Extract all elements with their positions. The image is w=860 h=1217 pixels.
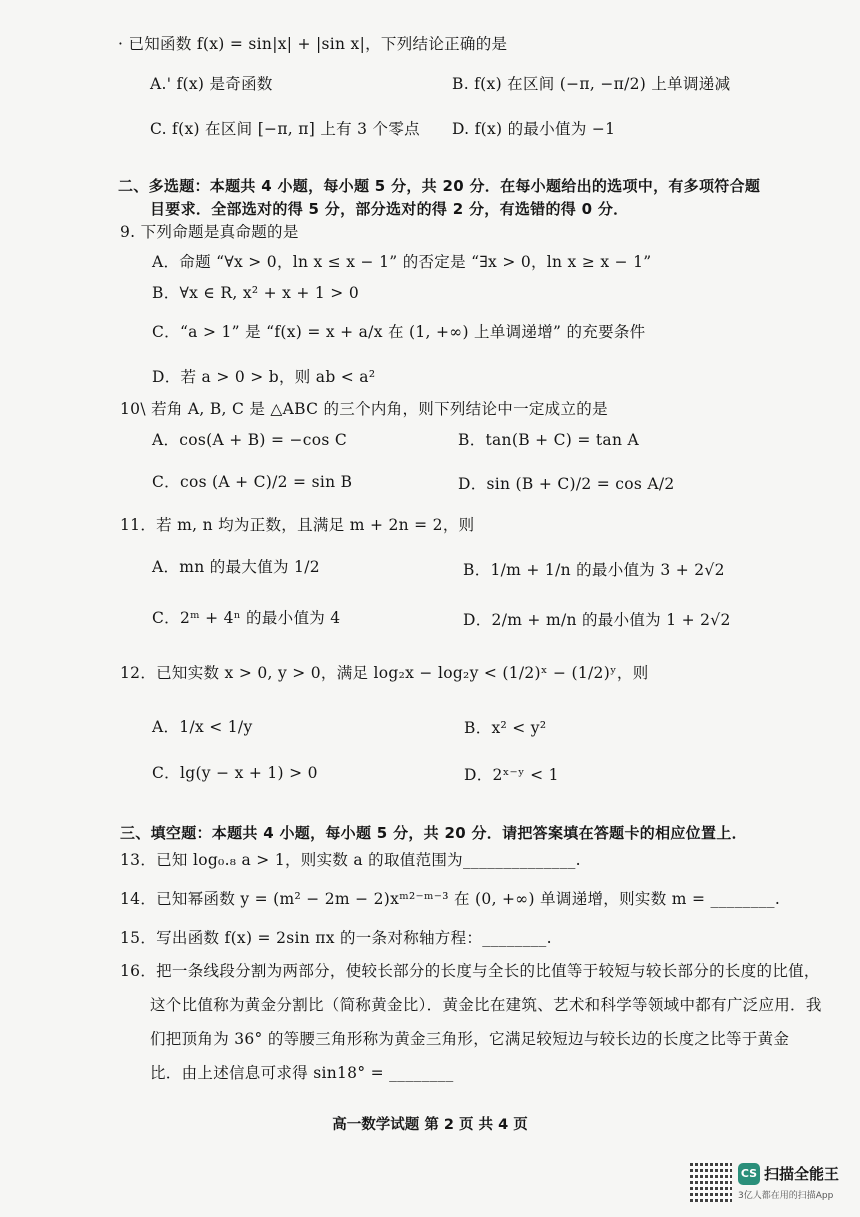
q11-option-b: B．1/m + 1/n 的最小值为 3 + 2√2 (463, 561, 725, 579)
q8-option-a: A.' f(x) 是奇函数 (150, 75, 273, 93)
section-2-heading-cont: 目要求．全部选对的得 5 分，部分选对的得 2 分，有选错的得 0 分． (150, 200, 629, 218)
q16-line-3: 们把顶角为 36° 的等腰三角形称为黄金三角形，它满足较短边与较长边的长度之比等于黄金 (150, 1030, 790, 1048)
watermark-brand: 扫描全能王 (764, 1165, 840, 1183)
qr-code-icon (690, 1160, 732, 1202)
q12-option-d: D．2ˣ⁻ʸ < 1 (464, 766, 559, 784)
q8-option-c: C. f(x) 在区间 [−π, π] 上有 3 个零点 (150, 120, 420, 138)
scanner-watermark (690, 1160, 850, 1206)
q9-option-c: C．“a > 1” 是 “f(x) = x + a/x 在 (1, +∞) 上单调递增” 的充要条件 (152, 323, 646, 341)
q11-option-d: D．2/m + m/n 的最小值为 1 + 2√2 (463, 611, 731, 629)
q13: 13．已知 log₀.₈ a > 1，则实数 a 的取值范围为______________. (120, 851, 581, 869)
section-2-heading: 二、多选题：本题共 4 小题，每小题 5 分，共 20 分．在每小题给出的选项中，有多项符合题 (118, 177, 761, 195)
section-3-heading: 三、填空题：本题共 4 小题，每小题 5 分，共 20 分．请把答案填在答题卡的相应位置上． (120, 824, 747, 842)
q10-option-a: A．cos(A + B) = −cos C (152, 431, 348, 449)
q16-line-1: 16．把一条线段分割为两部分，使较长部分的长度与全长的比值等于较短与较长部分的长度的比值， (120, 962, 820, 980)
q15: 15．写出函数 f(x) = 2sin πx 的一条对称轴方程：________. (120, 929, 552, 947)
q9-stem: 9. 下列命题是真命题的是 (120, 223, 299, 241)
q16-line-2: 这个比值称为黄金分割比（简称黄金比）．黄金比在建筑、艺术和科学等领域中都有广泛应用．我 (150, 996, 822, 1014)
q9-option-d: D．若 a > 0 > b，则 ab < a² (152, 368, 376, 386)
q11-option-c: C．2ᵐ + 4ⁿ 的最小值为 4 (152, 609, 341, 627)
q10-option-c: C．cos (A + C)/2 = sin B (152, 473, 353, 491)
q11-stem: 11．若 m, n 均为正数，且满足 m + 2n = 2，则 (120, 516, 475, 534)
q9-option-b: B．∀x ∈ R, x² + x + 1 > 0 (152, 284, 359, 302)
q12-option-b: B．x² < y² (464, 719, 547, 737)
q10-option-b: B．tan(B + C) = tan A (458, 431, 639, 449)
q10-stem: 10\ 若角 A, B, C 是 △ABC 的三个内角，则下列结论中一定成立的是 (120, 400, 608, 418)
q14: 14．已知幂函数 y = (m² − 2m − 2)xᵐ²⁻ᵐ⁻³ 在 (0, +∞) 单调递增，则实数 m = ________. (120, 890, 781, 908)
q9-option-a: A．命题 “∀x > 0，ln x ≤ x − 1” 的否定是 “∃x > 0，ln x ≥ x − 1” (152, 253, 652, 271)
watermark-slogan: 3亿人都在用的扫描App (738, 1191, 834, 1201)
q8-option-b: B. f(x) 在区间 (−π, −π/2) 上单调递减 (452, 75, 731, 93)
camscanner-logo: CS (738, 1163, 760, 1185)
q12-option-a: A．1/x < 1/y (152, 718, 253, 736)
page-footer: 高一数学试题 第 2 页 共 4 页 (332, 1117, 528, 1133)
q10-option-d: D．sin (B + C)/2 = cos A/2 (458, 475, 675, 493)
q11-option-a: A．mn 的最大值为 1/2 (152, 558, 320, 576)
q12-option-c: C．lg(y − x + 1) > 0 (152, 764, 318, 782)
q8-stem: · 已知函数 f(x) = sin|x| + |sin x|，下列结论正确的是 (118, 35, 508, 53)
q16-line-4: 比．由上述信息可求得 sin18° = ________ (150, 1064, 454, 1082)
q8-option-d: D. f(x) 的最小值为 −1 (452, 120, 616, 138)
q12-stem: 12．已知实数 x > 0, y > 0，满足 log₂x − log₂y < (1/2)ˣ − (1/2)ʸ，则 (120, 664, 649, 682)
